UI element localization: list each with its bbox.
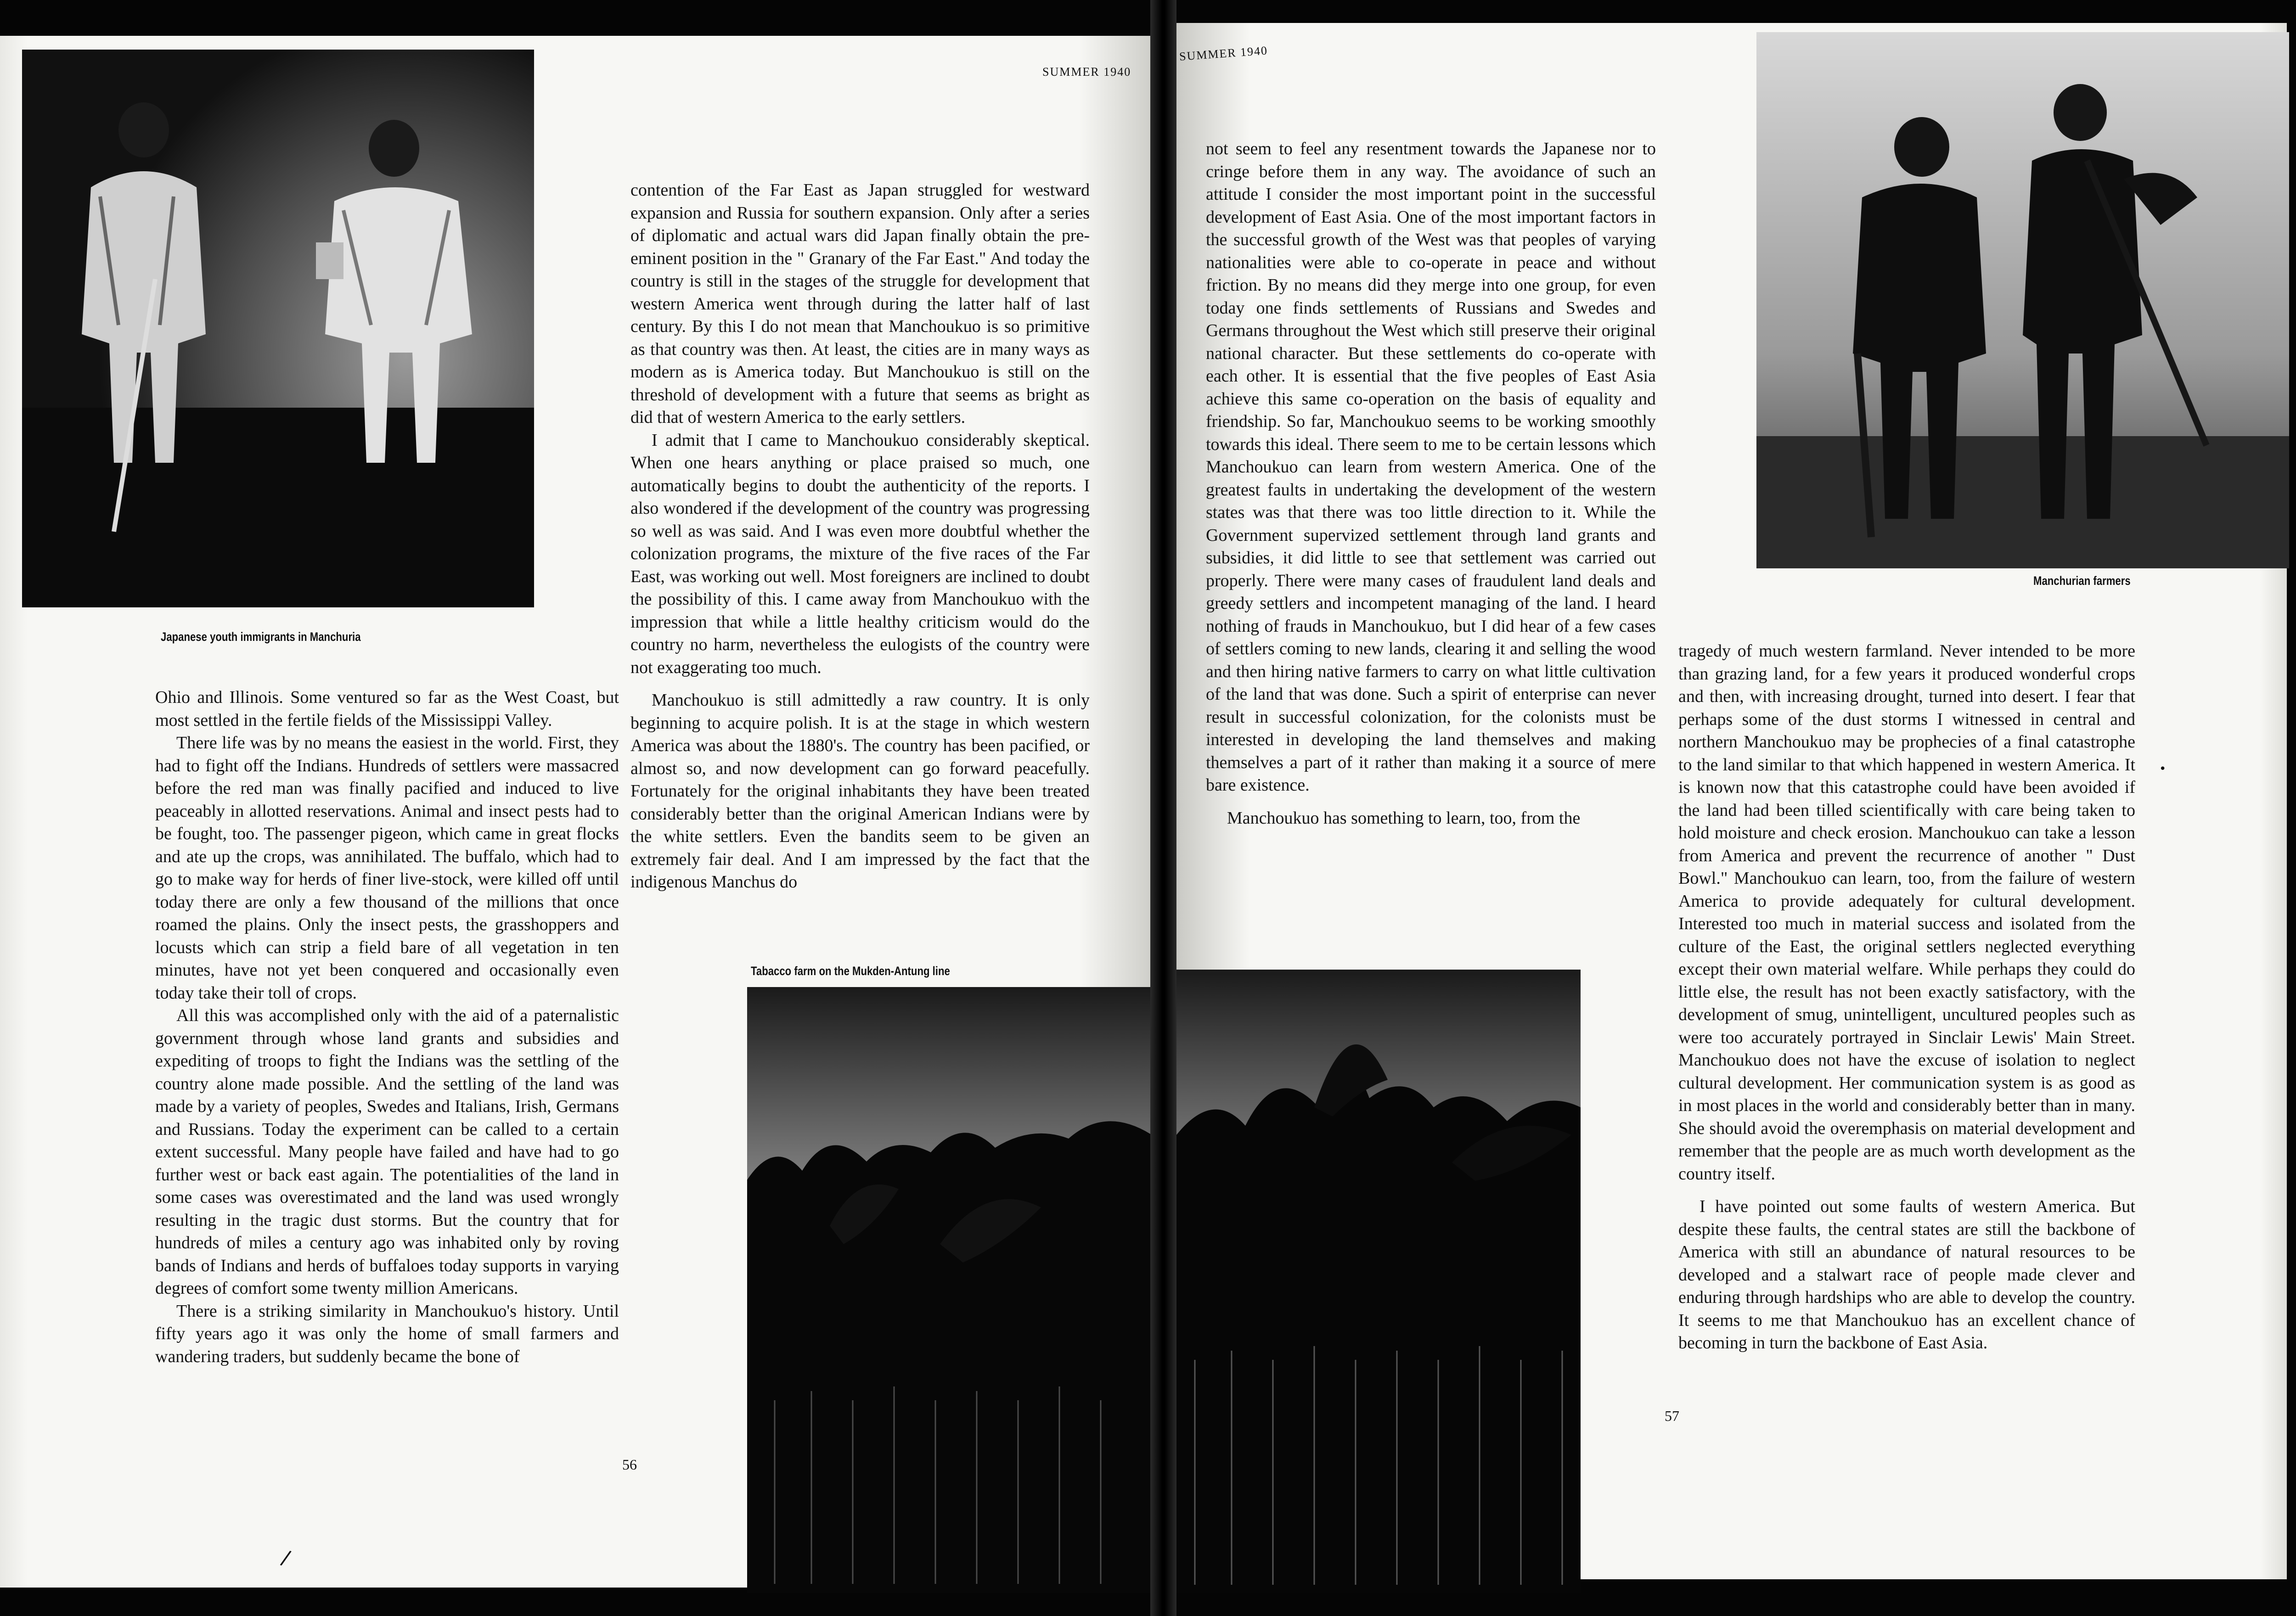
col1-paragraph-2: There life was by no means the easiest in the world. First, they had to fight off the Indians. Hundreds of settlers were massacred before the red man was finally pacified and induced to live peaceably in allotted reservations. Animal and insect pests had to be fought, too. The passenger pigeon, which came in great flocks and ate up the crops, was annihilated. The buffalo, which had to go to make way for herds of finer live-stock, were killed off until today there are only a few thousand of the millions that once roamed the plains. Only the insect pests, the grasshoppers and locusts which can strip a field bare of all vegetation in ten minutes, have not yet been conquered and occasionally even today take their toll of crops. xyxy=(155,733,619,1003)
page-header-left: SUMMER 1940 xyxy=(1042,65,1131,79)
col4-paragraph-2: I have pointed out some faults of western America. But despite these faults, the central states are still the backbone of America with still an abundance of natural resources to be developed and a stalwart race of people made clever and enduring through hardships who are able to develop the country. It seems to me that Manchoukuo has an excellent chance of becoming in turn the backbone of East Asia. xyxy=(1678,1197,2135,1352)
col1-paragraph-4: There is a striking similarity in Manchoukuo's history. Until fifty years ago it was only the home of small farmers and wandering traders, but suddenly became the bone of xyxy=(155,1301,619,1366)
col4-paragraph-1: tragedy of much western farmland. Never intended to be more than grazing land, for a few years it produced wonderful crops and then, with increasing drought, turned into desert. I fear that perhaps some of the dust storms I witnessed in central and northern Manchoukuo may be prophecies of a final catastrophe to the land similar to that which happened in western America. It is known now that this catastrophe could have been avoided if the land had been tilled scientifically with care being taken to hold moisture and check erosion. Manchoukuo can take a lesson from America and prevent the recurrence of another " Dust Bowl." Manchoukuo can learn, too, from the failure of western America to provide adequately for cultural development. Interested too much in material success and isolated from the culture of the East, the original settlers neglected everything except their own material welfare. While perhaps they could do little else, the result has not been exactly satisfactory, with the development of smug, unintelligent, uncultured peoples such as were too accurately portrayed in Sinclair Lewis' Main Street. Manchoukuo does not have the excuse of isolation to neglect cultural development. Her communication system is as good as in most places in the world and considerably better than in many. She should avoid the overemphasis on material development and remember that the people are as much worth development as the country itself. xyxy=(1678,641,2135,1184)
col1-paragraph-1: Ohio and Illinois. Some ventured so far as the West Coast, but most settled in the fertile fields of the Mississippi Valley. xyxy=(155,688,619,730)
photo-tobacco-farm-left xyxy=(747,987,1150,1593)
caption-tobacco: Tabacco farm on the Mukden-Antung line xyxy=(751,964,950,978)
text-column-2 xyxy=(630,179,1090,894)
pen-mark: / xyxy=(279,1545,293,1571)
col2-paragraph-2: I admit that I came to Manchoukuo considerably skeptical. When one hears anything or place praised so much, one automatically begins to doubt the authenticity of the reports. I also wondered if the development of the country was progressing so well as was said. And I was even more doubtful whether the colonization programs, the mixture of the five races of the Far East, was working out well. Most foreigners are inclined to doubt the possibility of this. I came away from Manchoukuo with the impression that while a little healthy criticism would do the country no harm, nevertheless the eulogists of the country were not exaggerating too much. xyxy=(630,430,1090,677)
page-header-right: SUMMER 1940 xyxy=(1179,44,1268,63)
text-column-1 xyxy=(155,686,619,1368)
pen-dot: • xyxy=(2159,762,2167,776)
col1-paragraph-3: All this was accomplished only with the aid of a paternalistic government through whose land grants and subsidies and expediting of troops to fight the Indians was the settling of the country alone made possible. And the settling of the land was made by a variety of peoples, Swedes and Italians, Irish, Germans and Russians. Today the experiment can be called to a certain extent successful. Many people have failed and have had to go further west or back east again. The potentialities of the land in some cases was overestimated and the land was used wrongly resulting in the tragic dust storms. But the country that for hundreds of miles a century ago was inhabited only by roving bands of Indians and herds of buffaloes today supports in varying degrees of comfort some twenty million Americans. xyxy=(155,1006,619,1298)
photo-manchurian-farmers xyxy=(1756,32,2289,568)
text-column-3 xyxy=(1206,138,1656,830)
caption-farmers: Manchurian farmers xyxy=(2033,574,2131,588)
text-column-4 xyxy=(1678,640,2135,1355)
caption-youth: Japanese youth immigrants in Manchuria xyxy=(161,630,361,644)
col3-paragraph-2: Manchoukuo has something to learn, too, from the xyxy=(1227,808,1581,828)
col2-paragraph-3: Manchoukuo is still admittedly a raw country. It is only beginning to acquire polish. It is at the stage in which western America was about the 1880's. The country has been pacified, or almost so, and now development can go forward peacefully. Fortunately for the original inhabitants they have been treated considerably better than the original American Indians were by the white settlers. Even the bandits seem to be given an extremely fair deal. And I am impressed by the fact that the indigenous Manchus do xyxy=(630,690,1090,892)
page-number-right: 57 xyxy=(1665,1408,1679,1424)
book-gutter xyxy=(1150,0,1176,1616)
photo-japanese-youth xyxy=(22,50,534,607)
col3-paragraph-1: not seem to feel any resentment towards the Japanese nor to cringe before them in any way. The avoidance of such an attitude I consider the most important point in the successful development of East Asia. One of the most important factors in the successful growth of the West was that peoples of varying nationalities were able to co-operate in peace and without friction. By no means did they merge into one group, for even today one finds settlements of Russians and Swedes and Germans throughout the West which still preserve their original national character. But these settlements do co-operate with each other. It is essential that the five peoples of East Asia achieve this same co-operation on the basis of equality and friendship. So far, Manchoukuo seems to be working smoothly towards this ideal. There seem to me to be certain lessons which Manchoukuo can learn from western America. One of the greatest faults in undertaking the development of the western states was that there was too little direction to it. While the Government supervized settlement through land grants and subsidies, it did little to see that settlement was carried out properly. There were many cases of fraudulent land deals and greedy settlers and incompetent managing of the land. I heard nothing of frauds in Manchoukuo, but I did hear of a few cases of settlers coming to new lands, clearing it and selling the wood and then hiring native farmers to carry on what little cultivation of the land that was done. Such a spirit of enterprise can never result in successful colonization, for the colonists must be interested in developing the land themselves and making themselves a part of it rather than making it a source of mere bare existence. xyxy=(1206,139,1656,795)
page-number-left: 56 xyxy=(622,1456,637,1473)
photo-tobacco-farm-right xyxy=(1176,970,1581,1593)
col2-paragraph-1: contention of the Far East as Japan struggled for westward expansion and Russia for southern expansion. Only after a series of diplomatic and actual wars did Japan finally obtain the pre-eminent position in the " Granary of the Far East." And today the country is still in the stages of the struggle for development that western America went through during the latter half of last century. By this I do not mean that Manchoukuo is so primitive as that country was then. At least, the cities are in many ways as modern as is America today. But Manchoukuo is still on the threshold of development with a future that seems as bright as did that of western America to the early settlers. xyxy=(630,180,1090,427)
